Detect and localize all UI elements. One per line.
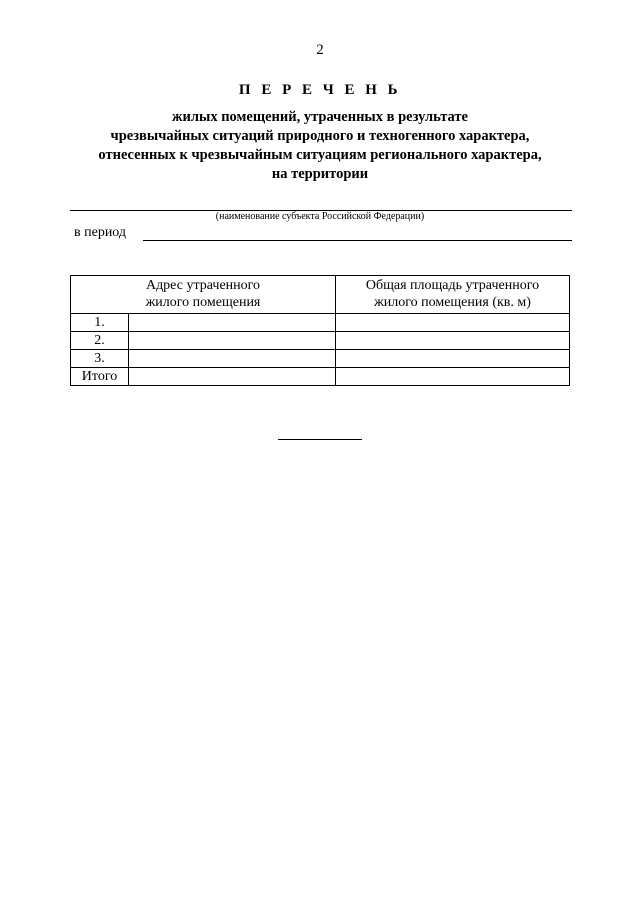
subtitle-line: на территории — [271, 166, 369, 182]
subtitle-line: отнесенных к чрезвычайным ситуациям регионального характера, — [98, 147, 542, 163]
total-label-cell: Итого — [71, 368, 129, 386]
period-label: в период — [74, 225, 127, 240]
area-cell[interactable] — [336, 332, 570, 350]
total-area-cell[interactable] — [336, 368, 570, 386]
document-title: П Е Р Е Ч Е Н Ь — [238, 82, 402, 98]
address-header-line: Адрес утраченного — [145, 278, 261, 293]
housing-losses-table — [70, 275, 570, 386]
table-row — [71, 350, 570, 368]
subtitle-line: жилых помещений, утраченных в результате — [172, 109, 468, 125]
area-column-header — [336, 276, 570, 314]
page-number: 2 — [316, 42, 324, 58]
address-header-line: жилого помещения — [145, 295, 261, 310]
total-address-cell[interactable] — [129, 368, 336, 386]
table-row — [71, 332, 570, 350]
address-cell[interactable] — [129, 350, 336, 368]
row-number-cell: 3. — [71, 350, 129, 368]
area-cell[interactable] — [336, 314, 570, 332]
address-cell[interactable] — [129, 332, 336, 350]
table-row — [71, 314, 570, 332]
address-column-header — [71, 276, 336, 314]
document-subtitle — [0, 108, 640, 184]
area-cell[interactable] — [336, 350, 570, 368]
table-header-row — [71, 276, 570, 314]
table-total-row — [71, 368, 570, 386]
period-fill-line[interactable] — [143, 240, 572, 241]
row-number-cell: 2. — [71, 332, 129, 350]
subtitle-line: чрезвычайных ситуаций природного и техногенного характера, — [110, 128, 530, 144]
subject-caption: (наименование субъекта Российской Федерации) — [215, 211, 425, 222]
area-header-line: Общая площадь утраченного — [365, 278, 540, 293]
address-cell[interactable] — [129, 314, 336, 332]
end-divider — [278, 439, 362, 440]
row-number-cell: 1. — [71, 314, 129, 332]
area-header-line: жилого помещения (кв. м) — [374, 295, 531, 310]
